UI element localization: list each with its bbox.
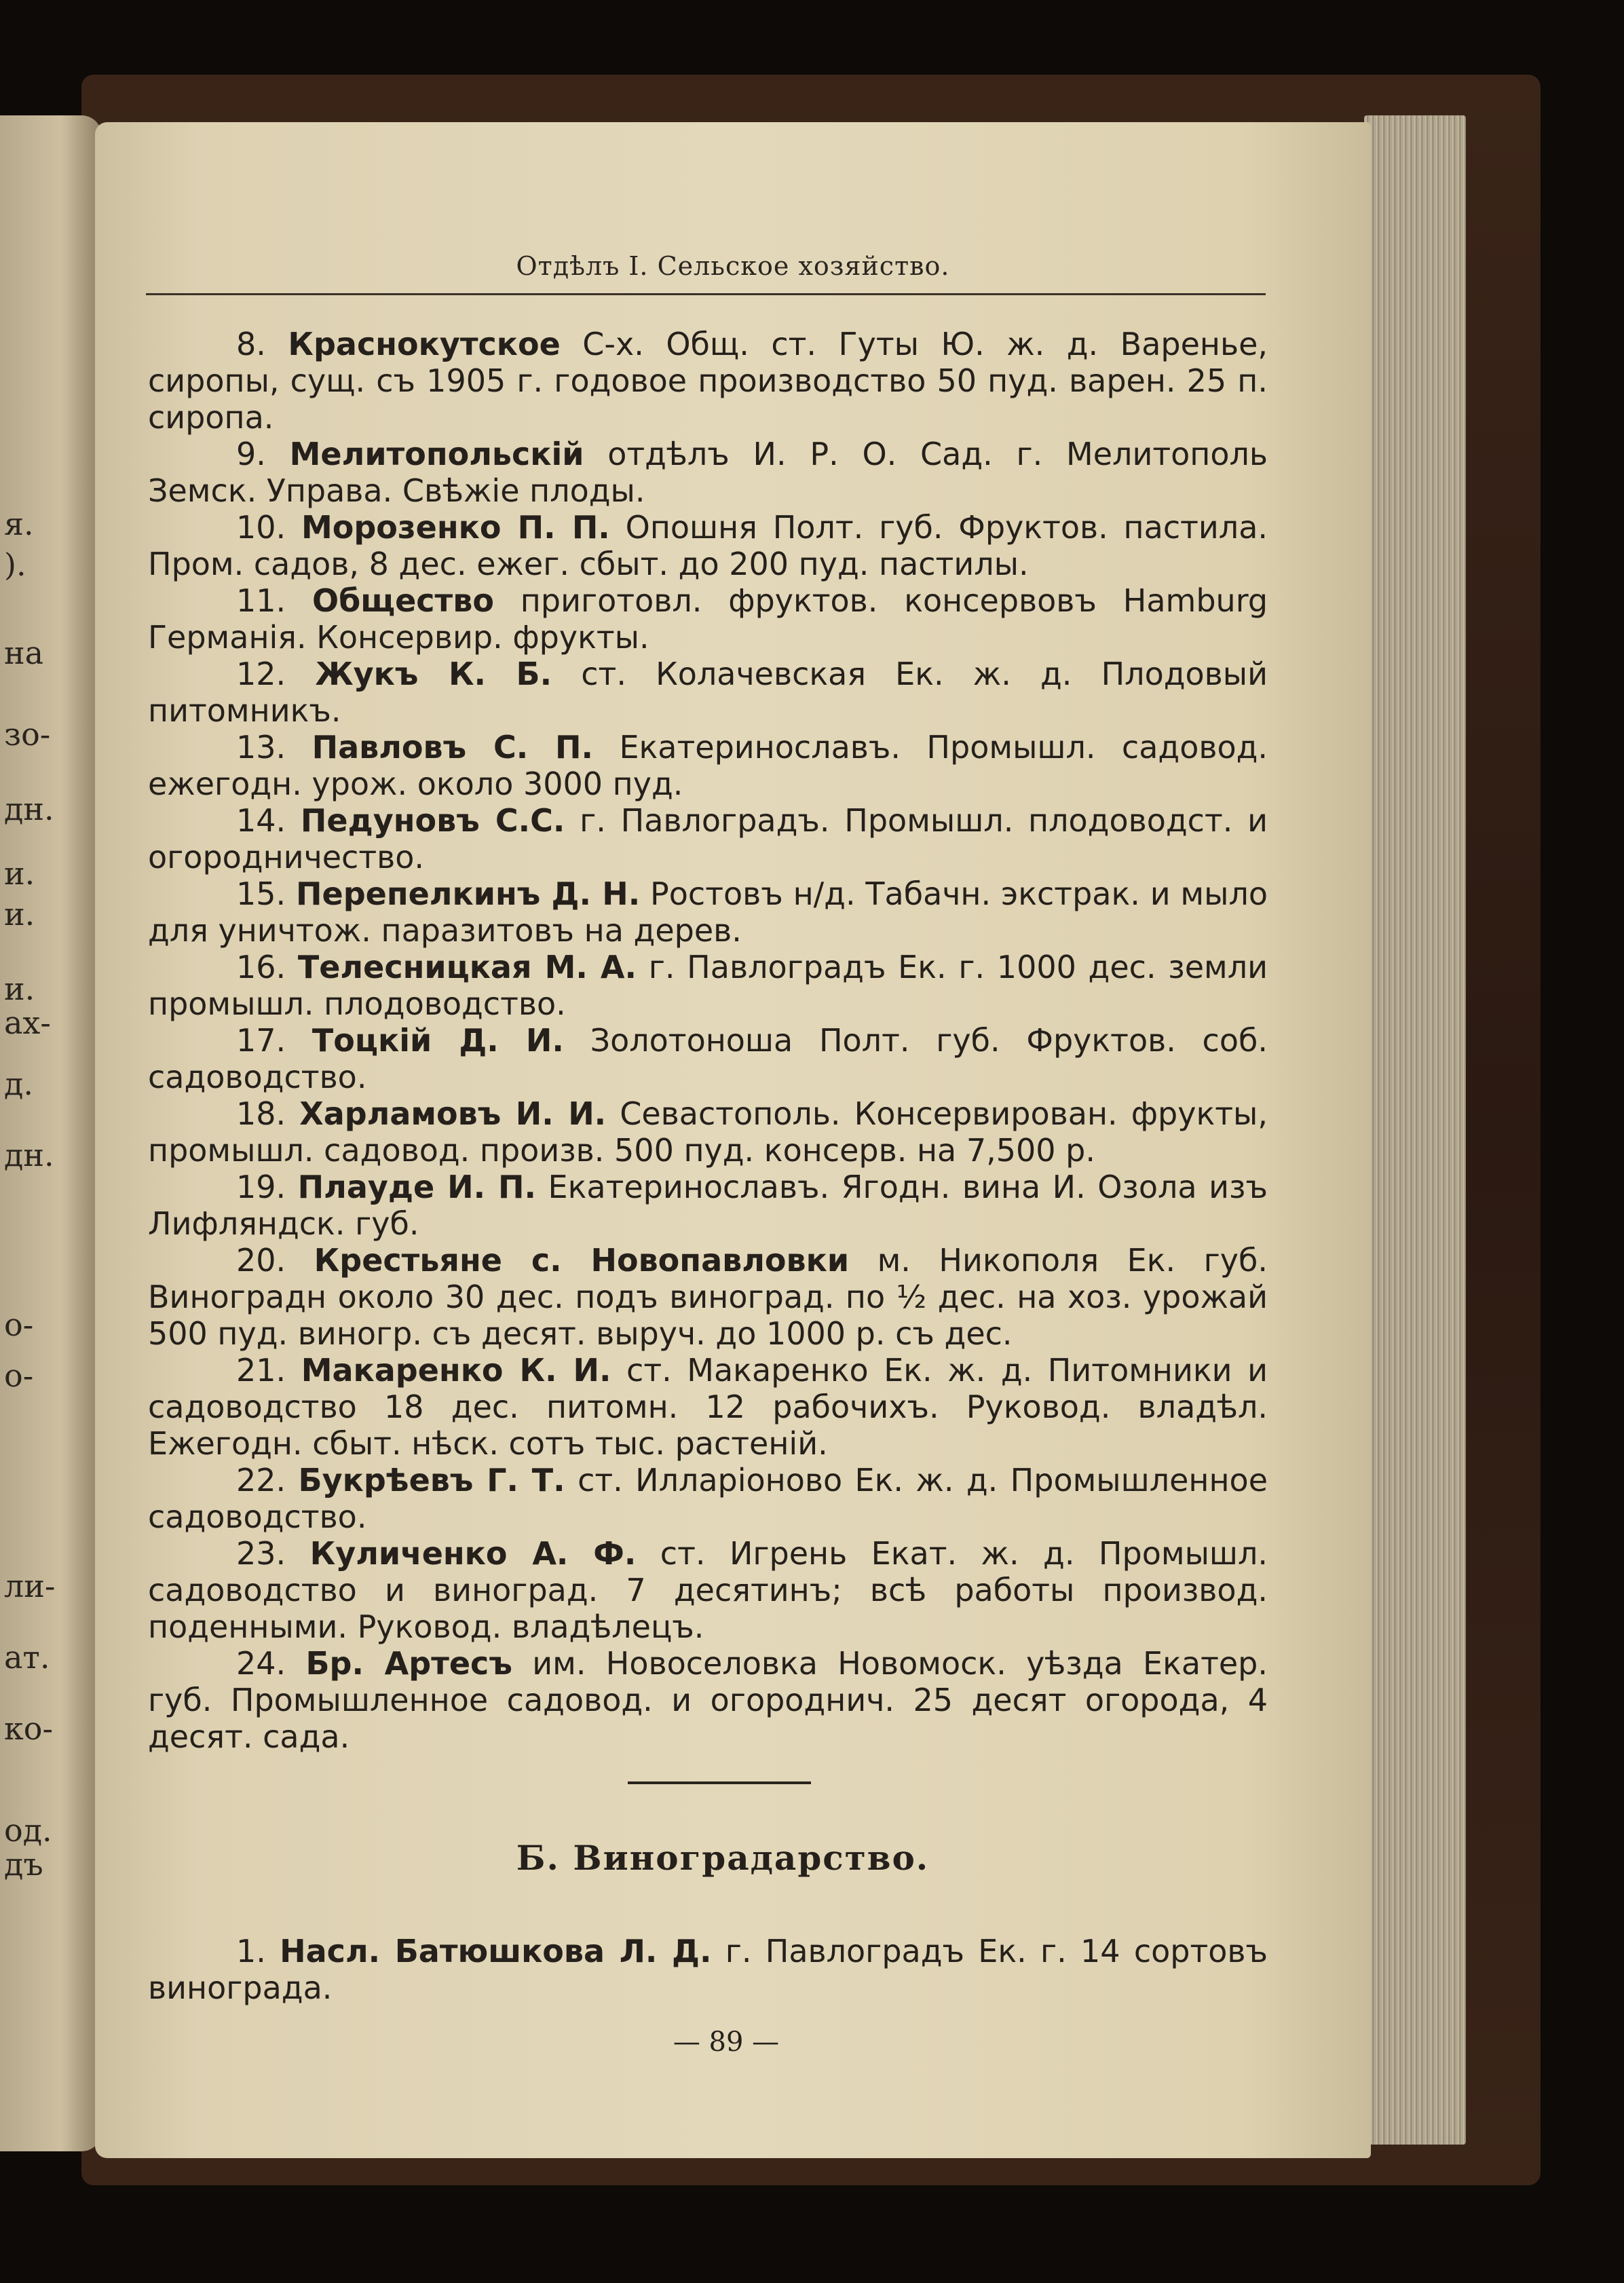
list-item bbox=[148, 802, 1268, 875]
list-item bbox=[148, 436, 1268, 509]
entry-number: 20. bbox=[236, 1242, 286, 1279]
entry-name: Мелитопольскій bbox=[289, 436, 584, 472]
left-page-fragment: я. bbox=[4, 506, 34, 542]
list-item bbox=[148, 949, 1268, 1022]
entry-name: Куличенко А. Ф. bbox=[309, 1535, 637, 1572]
entry-text: м. Никополя Ек. губ. Виноградн около 30 дес. подъ виноград. по ½ дес. на хоз. урожай 500 пуд. виногр. съ десят. выруч. до 1000 р. съ дес. bbox=[148, 1242, 1268, 1352]
entry-number: 12. bbox=[236, 656, 286, 692]
entry-name: Насл. Батюшкова Л. Д. bbox=[280, 1933, 712, 1969]
left-page-fragment: дъ bbox=[4, 1846, 43, 1883]
entry-name: Общество bbox=[312, 582, 494, 619]
left-page-fragment: на bbox=[4, 635, 44, 671]
left-page-fragment: ли- bbox=[4, 1568, 56, 1604]
entry-number: 10. bbox=[236, 509, 286, 546]
book-page bbox=[95, 122, 1371, 2158]
entry-text: Ростовъ н/д. Табачн. экстрак. и мыло для уничтож. паразитовъ на дерев. bbox=[148, 875, 1268, 949]
list-item bbox=[148, 1352, 1268, 1462]
section-title: Б. Виноградарство. bbox=[516, 1838, 930, 1878]
entry-text: г. Павлоградъ Ек. г. 1000 дес. земли промышл. плодоводство. bbox=[148, 949, 1268, 1022]
list-item bbox=[148, 1462, 1268, 1535]
left-page-fragment: и. bbox=[4, 970, 35, 1007]
entry-name: Крестьяне с. Новопавловки bbox=[314, 1242, 850, 1279]
left-page-fragment: дн. bbox=[4, 1137, 54, 1173]
entry-number: 11. bbox=[236, 582, 286, 619]
list-item bbox=[148, 1022, 1268, 1095]
list-item bbox=[148, 582, 1268, 656]
entry-name: Педуновъ С.С. bbox=[300, 802, 565, 839]
entry-number: 21. bbox=[236, 1352, 286, 1389]
page-stack-edge bbox=[1364, 115, 1466, 2145]
left-page-fragment: зо- bbox=[4, 716, 51, 753]
entry-number: 16. bbox=[236, 949, 286, 985]
list-item bbox=[148, 875, 1268, 949]
entry-name: Букрѣевъ Г. Т. bbox=[298, 1462, 565, 1498]
entry-name: Бр. Артесъ bbox=[305, 1645, 512, 1682]
left-page-fragment: ко- bbox=[4, 1710, 53, 1747]
entry-number: 14. bbox=[236, 802, 286, 839]
left-page-fragment: о- bbox=[4, 1357, 34, 1394]
entry-list bbox=[148, 326, 1268, 1755]
entry-text: ст. Илларіоново Ек. ж. д. Промышленное садоводство. bbox=[148, 1462, 1268, 1535]
list-item bbox=[148, 656, 1268, 729]
left-page-edge bbox=[0, 115, 102, 2151]
entry-number: 17. bbox=[236, 1022, 286, 1059]
entry-name: Краснокутское bbox=[288, 326, 561, 362]
list-item bbox=[148, 1535, 1268, 1645]
entry-name: Павловъ С. П. bbox=[311, 729, 594, 766]
left-page-fragment: од. bbox=[4, 1812, 52, 1849]
list-item bbox=[148, 1933, 1268, 2006]
left-page-fragment: ). bbox=[4, 546, 26, 583]
left-page-fragment: ат. bbox=[4, 1639, 50, 1676]
page-number: — 89 — bbox=[673, 2026, 780, 2058]
entry-number: 8. bbox=[236, 326, 266, 362]
entry-name: Жукъ К. Б. bbox=[315, 656, 552, 692]
entry-number: 15. bbox=[236, 875, 286, 912]
entry-name: Перепелкинъ Д. Н. bbox=[296, 875, 641, 912]
section-entry-list bbox=[148, 1933, 1268, 2006]
entry-name: Морозенко П. П. bbox=[301, 509, 610, 546]
entry-text: приготовл. фруктов. консервовъ Hamburg Германія. Консервир. фрукты. bbox=[148, 582, 1268, 656]
list-item bbox=[148, 1242, 1268, 1352]
entry-text: ст. Игрень Екат. ж. д. Промышл. садоводство и виноград. 7 десятинъ; всѣ работы производ. поденными. Руковод. владѣлецъ. bbox=[148, 1535, 1268, 1645]
entry-number: 13. bbox=[236, 729, 286, 766]
entry-text: Екатеринославъ. Промышл. садовод. ежегодн. урож. около 3000 пуд. bbox=[148, 729, 1268, 802]
entry-text: Севастополь. Консервирован. фрукты, промышл. садовод. произв. 500 пуд. консерв. на 7,500 р. bbox=[148, 1095, 1268, 1169]
entry-text: Золотоноша Полт. губ. Фруктов. соб. садоводство. bbox=[148, 1022, 1268, 1095]
entry-text: С-х. Общ. ст. Гуты Ю. ж. д. Варенье, сиропы, сущ. съ 1905 г. годовое производство 50 пуд. варен. 25 п. сиропа. bbox=[148, 326, 1268, 436]
list-item bbox=[148, 1095, 1268, 1169]
left-page-fragment: дн. bbox=[4, 791, 54, 827]
running-head: Отдѣлъ I. Сельское хозяйство. bbox=[516, 251, 950, 281]
entry-text: ст. Макаренко Ек. ж. д. Питомники и садоводство 18 дес. питомн. 12 рабочихъ. Руковод. владѣл. Ежегодн. сбыт. нѣск. сотъ тыс. растеній. bbox=[148, 1352, 1268, 1462]
left-page-fragment: д. bbox=[4, 1065, 33, 1102]
list-item bbox=[148, 1169, 1268, 1242]
entry-text: ст. Колачевская Ек. ж. д. Плодовый питомникъ. bbox=[148, 656, 1268, 729]
list-item bbox=[148, 1645, 1268, 1755]
entry-name: Харламовъ И. И. bbox=[299, 1095, 607, 1132]
left-page-fragment: и. bbox=[4, 896, 35, 932]
left-page-fragment: и. bbox=[4, 855, 35, 892]
entry-number: 23. bbox=[236, 1535, 286, 1572]
entry-number: 1. bbox=[236, 1933, 266, 1969]
left-page-fragment: о- bbox=[4, 1306, 34, 1343]
entry-name: Плауде И. П. bbox=[297, 1169, 536, 1205]
entry-number: 24. bbox=[236, 1645, 286, 1682]
entry-name: Телесницкая М. А. bbox=[297, 949, 637, 985]
entry-text: отдѣлъ И. Р. О. Сад. г. Мелитополь Земск. Управа. Свѣжіе плоды. bbox=[148, 436, 1268, 509]
entry-number: 18. bbox=[236, 1095, 286, 1132]
entry-name: Макаренко К. И. bbox=[301, 1352, 611, 1389]
entry-text: Опошня Полт. губ. Фруктов. пастила. Пром. садов, 8 дес. ежег. сбыт. до 200 пуд. пастилы. bbox=[148, 509, 1268, 582]
entry-text: г. Павлоградъ Ек. г. 14 сортовъ винограда. bbox=[148, 1933, 1268, 2006]
header-rule bbox=[146, 293, 1266, 295]
entry-number: 22. bbox=[236, 1462, 286, 1498]
left-page-fragment: ах- bbox=[4, 1004, 51, 1041]
entry-number: 19. bbox=[236, 1169, 286, 1205]
entry-text: им. Новоселовка Новомоск. уѣзда Екатер. губ. Промышленное садовод. и огороднич. 25 десят огорода, 4 десят. сада. bbox=[148, 1645, 1268, 1755]
entry-number: 9. bbox=[236, 436, 266, 472]
entry-text: г. Павлоградъ. Промышл. плодоводст. и огородничество. bbox=[148, 802, 1268, 875]
entry-name: Тоцкій Д. И. bbox=[311, 1022, 564, 1059]
list-item bbox=[148, 509, 1268, 582]
list-item bbox=[148, 326, 1268, 436]
entry-text: Екатеринославъ. Ягодн. вина И. Озола изъ Лифляндск. губ. bbox=[148, 1169, 1268, 1242]
section-divider bbox=[628, 1781, 811, 1784]
list-item bbox=[148, 729, 1268, 802]
